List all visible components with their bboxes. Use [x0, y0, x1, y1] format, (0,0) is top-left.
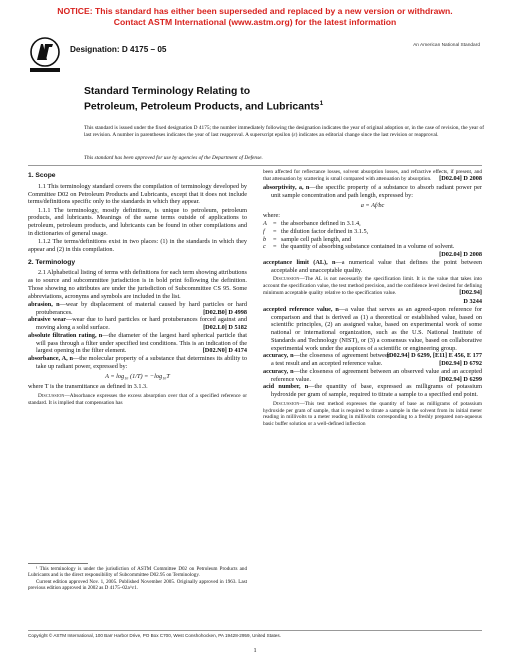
term-absorbance: absorbance, A, n—the molecular property of a substance that determines its ability to take up radiant power, expressed by:: [28, 355, 247, 370]
term-absorptivity: absorptivity, a, n—the specific property of a substance to absorb radiant power per unit sample concentration and path length, expressed by:: [263, 184, 482, 199]
term-accepted-reference-value: accepted reference value, n—a value that serves as an agreed-upon reference for comparison and that is derived as (1) a theoretical or established value, based on scientific principles, (2) an assigned value, based on experimental work of some national or international organization, such as the U.S. National Institute of Standards and Technology (NIST), or (3) a consensus value, based on collaborative experimental work under the auspices of a scientific or engineering group. [D02.94] D 6299, [E11] E 456, E 177: [263, 305, 483, 360]
approved-note: This standard has been approved for use by agencies of the Department of Defense.: [84, 155, 263, 161]
absorbance-discussion-continued: been affected for reflectance losses, solvent absorption losses, and refractive effects, if present, and that attenuation by scattering is small compared with attenuation by absorption. [D02.04] D 2008: [263, 169, 482, 182]
footnote: [28, 566, 247, 592]
absorptivity-reference: [D02.04] D 2008: [439, 251, 482, 259]
copyright: Copyright © ASTM International, 100 Barr Harbor Drive, PO Box C700, West Conshohocken, PA 19428-2959, United States.: [28, 633, 281, 638]
terminology-heading: 2. Terminology: [28, 258, 76, 266]
absorbance-where: where T is the transmittance as defined in 3.1.3.: [28, 383, 148, 391]
footnote-1: ¹ This terminology is under the jurisdiction of ASTM Committee D02 on Petroleum Products and Lubricants and is the direct responsibility of Subcommittee D02.95 on Terminology.: [28, 566, 247, 579]
term-acceptance-limit: acceptance limit (AL), n—a numerical value that defines the point between acceptable and unacceptable quality.: [263, 258, 482, 274]
page-number: 1: [253, 647, 257, 654]
header-divider: [28, 165, 482, 166]
american-national-standard: An American National Standard: [413, 43, 480, 48]
paragraph-1-1-2: 1.1.2 The terms/definitions exist in two places: (1) in the standards in which they appear and (2) in this compilation.: [28, 238, 247, 253]
astm-logo-icon: [28, 36, 62, 76]
title-line-1: Standard Terminology Relating to: [84, 86, 251, 97]
term-abrasion: abrasion, n—wear by displacement of material caused by hard particles or hard protuberances. [D02.B0] D 4998: [28, 300, 248, 316]
left-column: [28, 167, 247, 408]
acceptance-limit-reference: D 3244: [463, 298, 482, 306]
footnote-2: Current edition approved Nov. 1, 2005. Published November 2005. Originally approved in 1963. Last previous edition approved in 2002 as D 4175–02a^ε1.: [28, 578, 247, 592]
right-column: [263, 167, 482, 429]
term-acid-number: acid number, n—the quantity of base, expressed as milligrams of potassium hydroxide per gram of sample, required to titrate a sample to a specified end point.: [263, 383, 482, 399]
footnote-divider: [28, 563, 88, 564]
designation: Designation: D 4175 – 05: [70, 45, 167, 54]
variable-definition: A = the absorbance defined in 3.1.4,: [263, 220, 361, 228]
document-title: [84, 86, 444, 114]
term-absolute-filtration-rating: absolute filtration rating, n—the diameter of the largest hard spherical particle that will pass through a filter under specified test conditions. This is an indication of the largest opening in the filter element. [D02.N0] D 4174: [28, 331, 247, 355]
acceptance-limit-discussion: Discussion—The AL is not necessarily the specification limit. It is the value that takes into account the specification value, the test method precision, and the confidence level desired for defining minimum acceptable quality relative to the specification value. [D02.94]: [263, 276, 482, 296]
variable-definition: f = the dilution factor defined in 3.1.5,: [263, 227, 369, 235]
notice-line-1: NOTICE: This standard has either been superseded and replaced by a new version or withdrawn.: [57, 6, 453, 16]
absorbance-discussion: Discussion—Absorbance expresses the excess absorption over that of a specified reference or standard. It is implied that compensation has: [28, 393, 247, 406]
where-label: where:: [263, 212, 281, 220]
term-abrasive-wear: abrasive wear—wear due to hard particles or hard protuberances forced against and moving along a solid surface. [D02.L0] D 5182: [28, 316, 247, 331]
title-line-2: Petroleum, Petroleum Products, and Lubricants$^1$: [84, 100, 324, 113]
term-accuracy: accuracy, n—the closeness of agreement between a test result and an accepted reference value. [D02.94] D 6792: [263, 352, 482, 368]
supersession-notice: [0, 6, 510, 27]
variable-definition: c = the quantity of absorbing substance contained in a volume of solvent.: [263, 243, 455, 251]
absorbance-formula: A = log₁₀ (1/T) = −log₁₀T: [105, 372, 170, 380]
variable-definition: b = sample cell path length, and: [263, 235, 351, 243]
acid-number-discussion: Discussion—This test method expresses the quantity of base as milligrams of potassium hydroxide per gram of sample, that is required to titrate a sample in the solvent from its initial meter reading in millivolts to a meter reading in millivolts corresponding to a freshly prepared non-aqueous basic buffer solution or a well-defined inflection: [263, 400, 482, 427]
footer-divider: [28, 630, 482, 631]
issued-note: This standard is issued under the fixed designation D 4175; the number immediately following the designation indicates the year of original adoption or, in the case of revision, the year of last revision. A number in parentheses indicates the year of last reapproval. A superscript epsilon (ε) indicates an editorial change since the last revision or reapproval.: [84, 125, 484, 138]
paragraph-1-1: 1.1 This terminology standard covers the compilation of terminology developed by Committee D02 on Petroleum Products and Lubricants, except that it does not include terms/definitions specific only to the standards in which they appear.: [28, 182, 247, 206]
notice-line-2: Contact ASTM International (www.astm.org) for the latest information: [113, 16, 397, 27]
scope-heading: 1. Scope: [28, 172, 56, 179]
absorptivity-formula: a = Af/bc: [360, 201, 385, 209]
paragraph-1-1-1: 1.1.1 The terminology, mostly definitions, is unique to petroleum, petroleum products, and lubricants. Meanings of the same terms outside of applications to petroleum, petroleum products, and lubricants can be found in other compilations and in dictionaries of general usage.: [28, 206, 247, 237]
term-accuracy: accuracy, n—the closeness of agreement between an observed value and an accepted reference value. [D02.94] D 6299: [263, 367, 482, 383]
paragraph-2-1: 2.1 Alphabetical listing of terms with definitions for each term showing attributions as to source and subcommittee jurisdiction is in bold print following the definition. Those showing no attributes are under the jurisdiction of Subcommittee CS 95. Some abbreviations, acronyms and symbols are included in the list.: [28, 269, 247, 300]
